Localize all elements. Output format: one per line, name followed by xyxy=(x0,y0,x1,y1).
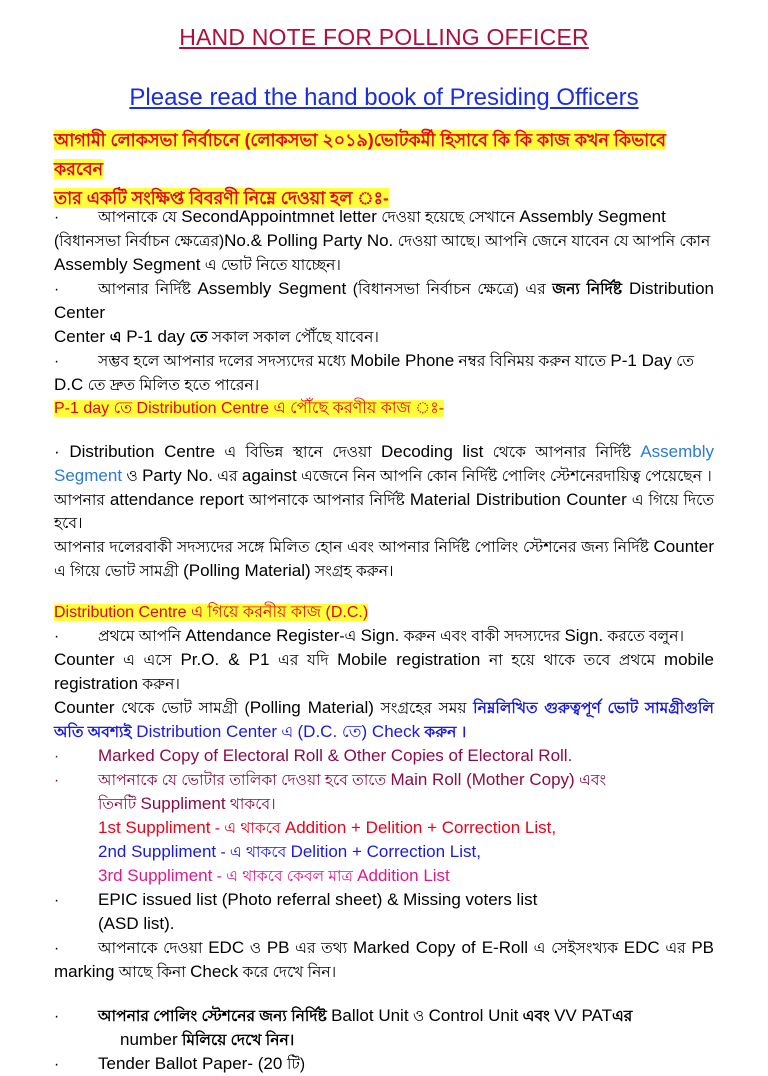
list-item-marked-copy xyxy=(54,744,714,768)
text: সংগ্রহ করুন। xyxy=(310,563,394,580)
text: এ সেইসংখ্যক xyxy=(528,940,624,957)
text: এজেনে নিন আপনি কোন নির্দিষ্ট পোলিং স্টেশনেরদায়িত্ব পেয়েছেন । xyxy=(296,468,712,485)
text: mobile registration xyxy=(54,650,715,693)
section-heading: Distribution Centre এ গিয়ে করনীয় কাজ (D.C.) xyxy=(54,604,369,621)
section-heading: P-1 day তে Distribution Centre এ পৌঁছে করণীয় কাজ ঃ- xyxy=(54,400,445,417)
section1-paragraph-3 xyxy=(54,349,714,397)
text: করুন। xyxy=(138,676,180,693)
text: Attendance Register xyxy=(185,626,340,645)
text: তিনটি xyxy=(98,796,141,813)
text: এর xyxy=(612,1008,633,1025)
text: জন্য নির্দিষ্ট xyxy=(552,281,622,298)
section2-paragraph-1 xyxy=(54,440,714,488)
text: Main Roll (Mother Copy) xyxy=(390,770,575,789)
text: Assembly Segment xyxy=(519,207,666,226)
text: Delition + Correction List, xyxy=(290,842,481,861)
suppliment-2 xyxy=(54,840,714,864)
text: সংগ্রহের সময় xyxy=(373,700,474,717)
heading-p1-day xyxy=(54,397,714,420)
text: এ ভোট নিতে যাচ্ছেন। xyxy=(200,257,341,274)
spacer xyxy=(54,583,714,601)
text: · Distribution Centre xyxy=(54,442,216,461)
text: Mobile registration xyxy=(337,650,481,669)
list-item-tender-ballot xyxy=(54,1052,714,1076)
text: Sign. xyxy=(564,626,604,645)
bullet: · xyxy=(54,772,60,789)
text: VV PAT xyxy=(554,1006,613,1025)
text: সকাল সকাল পৌঁছে যাবেন। xyxy=(207,329,379,346)
text: আপনার xyxy=(54,492,110,509)
text: থেকে ভোট সামগ্রী ( xyxy=(114,700,250,717)
text: 2nd Suppliment xyxy=(98,842,217,861)
text: (ASD list). xyxy=(98,914,175,933)
text: Assembly Segment xyxy=(54,442,714,485)
text: নিম্নলিখিত গুরুত্বপূর্ণ ভোট সামগ্রীগুলি অতি অবশ্যই xyxy=(54,700,714,741)
text: এ এসে xyxy=(114,652,181,669)
intro-line-1: আগামী লোকসভা নির্বাচনে (লোকসভা ২০১৯)ভোটকর্মী হিসাবে কি কি কাজ কখন কিভাবে করবেন xyxy=(54,130,666,179)
list-item-epic xyxy=(54,888,714,936)
page-title: HAND NOTE FOR POLLING OFFICER xyxy=(179,24,589,50)
text: 1st Suppliment xyxy=(98,818,211,837)
section1-paragraph-1 xyxy=(54,205,714,277)
text: - এ থাকবে xyxy=(216,844,291,861)
text: Sign. xyxy=(360,626,400,645)
text: এর তথ্য xyxy=(289,940,353,957)
text: Counter xyxy=(653,537,714,556)
text: -এ xyxy=(339,628,361,645)
text: এ বিভিন্ন স্থানে দেওয়া xyxy=(215,444,381,461)
text: করুন এবং বাকী সদস্যদের xyxy=(399,628,565,645)
text: দেওয়া হয়েছে সেখানে xyxy=(376,209,520,226)
intro-line-2: তার একটি সংক্ষিপ্ত বিবরণী নিম্নে দেওয়া হল ঃ- xyxy=(54,188,389,208)
text: Material Distribution Counter xyxy=(409,490,627,509)
bullet: · xyxy=(54,281,60,298)
text: Addition List xyxy=(357,866,450,885)
text: (D.C. তে) xyxy=(297,722,368,741)
text: No.& Polling Party No. xyxy=(224,231,394,250)
spacer xyxy=(54,984,714,1004)
text: SecondAppointmnet letter xyxy=(181,207,377,226)
bullet: · xyxy=(54,892,60,909)
heading-dc xyxy=(54,601,714,624)
text: সম্ভব হলে আপনার দলের সদস্যদের মধ্যে xyxy=(98,353,351,370)
text: তে দ্রুত মিলিত হতে পারেন। xyxy=(83,377,260,394)
text: না হয়ে থাকে তবে প্রথমে xyxy=(480,652,664,669)
text: এবং xyxy=(574,772,607,789)
text: Distribution Center xyxy=(54,279,714,322)
section3-paragraph-1 xyxy=(54,624,714,648)
text: Check xyxy=(367,722,421,741)
intro-paragraph xyxy=(54,126,719,213)
text: - এ থাকবে কেবল মাত্র xyxy=(212,868,358,885)
text: করে দেখে নিন। xyxy=(238,964,337,981)
text: (বিধানসভা নির্বাচন ক্ষেত্রে) এর xyxy=(346,281,553,298)
text: P-1 Day xyxy=(610,351,672,370)
bullet: · xyxy=(54,209,60,226)
text: PB xyxy=(266,938,290,957)
text: Polling Material) xyxy=(249,698,374,717)
bullet: · xyxy=(54,1056,60,1073)
text: Pr.O. & P1 xyxy=(180,650,270,669)
bullet: · xyxy=(54,1008,60,1025)
bullet: · xyxy=(54,748,60,765)
text: EDC xyxy=(623,938,660,957)
text: আপনার নির্দিষ্ট xyxy=(98,281,198,298)
text: Decoding list xyxy=(381,442,484,461)
text: Assembly Segment xyxy=(197,279,347,298)
text: করতে বলুন। xyxy=(603,628,684,645)
list-item-edc-pb xyxy=(54,936,714,984)
text: Mobile Phone xyxy=(350,351,455,370)
text: Counter xyxy=(54,650,115,669)
text: Distribution Center xyxy=(131,722,278,741)
text: number xyxy=(120,1030,178,1049)
text: (Polling Material) xyxy=(183,561,311,580)
text: থাকবে। xyxy=(225,796,276,813)
bullet: · xyxy=(54,940,60,957)
text: ও xyxy=(408,1008,429,1025)
section2-paragraph-3 xyxy=(54,535,714,583)
spacer xyxy=(54,420,714,440)
text: থেকে আপনার নির্দিষ্ট xyxy=(483,444,641,461)
text: attendance report xyxy=(109,490,244,509)
text: Control Unit xyxy=(428,1006,519,1025)
text: করুন । xyxy=(420,724,467,741)
section2-paragraph-2 xyxy=(54,488,714,535)
text: Marked Copy of Electoral Roll & Other Copies of Electoral Roll. xyxy=(98,746,573,765)
text: D.C xyxy=(54,375,84,394)
list-item-ballot-unit xyxy=(54,1004,714,1052)
text: against xyxy=(241,466,297,485)
text: আপনাকে যে xyxy=(98,209,182,226)
section3-paragraph-2 xyxy=(54,648,714,696)
text: প্রথমে আপনি xyxy=(98,628,186,645)
text: 3rd Suppliment xyxy=(98,866,213,885)
bullet: · xyxy=(54,628,60,645)
text: Addition + Delition + Correction List, xyxy=(284,818,557,837)
page-subtitle: Please read the hand book of Presiding Officers xyxy=(129,84,639,111)
text: নম্বর বিনিময় করুন যাতে xyxy=(454,353,611,370)
list-item-three-suppliments xyxy=(54,792,714,816)
text: Marked Copy of E-Roll xyxy=(352,938,528,957)
suppliment-3 xyxy=(54,864,714,888)
text: Counter xyxy=(54,698,115,717)
text: আছে কিনা xyxy=(114,964,191,981)
text: দেওয়া আছে। আপনি জেনে যাবেন যে আপনি কোন xyxy=(393,233,711,250)
text: Tender Ballot Paper- (20 xyxy=(98,1054,287,1073)
text: আপনাকে আপনার নির্দিষ্ট xyxy=(243,492,410,509)
text: ও xyxy=(122,468,143,485)
document-body xyxy=(54,205,714,1076)
text: আপনার দলেরবাকী সদস্যদের সঙ্গে মিলিত হোন এবং আপনার নির্দিষ্ট পোলিং স্টেশনের জন্য নির্দিষ্ট xyxy=(54,539,654,556)
text: P-1 day xyxy=(121,327,190,346)
section1-paragraph-2: · আপনার নির্দিষ্ট Assembly Segment (বিধানসভা নির্বাচন ক্ষেত্রে) এর জন্য নির্দিষ্ট Distribution Center Center এ P-1 day তে সকাল সকাল পৌঁছে যাবেন। xyxy=(54,279,714,346)
text: এর যদি xyxy=(269,652,338,669)
section3-paragraph-3 xyxy=(54,696,714,744)
text: (বিধানসভা নির্বাচন ক্ষেত্রের) xyxy=(54,233,225,250)
text: Ballot Unit xyxy=(331,1006,409,1025)
text: আপনার পোলিং স্টেশনের জন্য নির্দিষ্ট xyxy=(98,1008,332,1025)
text: এবং xyxy=(518,1008,555,1025)
text: এ xyxy=(109,329,122,346)
text: Suppliment xyxy=(140,794,226,813)
text: Check xyxy=(190,962,239,981)
text: আপনাকে দেওয়া xyxy=(98,940,209,957)
suppliment-1 xyxy=(54,816,714,840)
list-item-voter-list xyxy=(54,768,714,792)
text: EPIC issued list (Photo referral sheet) & Missing voters list xyxy=(98,890,538,909)
text: তে xyxy=(671,353,695,370)
bullet: · xyxy=(54,353,60,370)
text: - এ থাকবে xyxy=(210,820,285,837)
text: টি) xyxy=(287,1056,306,1073)
text: PB marking xyxy=(54,938,714,981)
text: এ xyxy=(277,724,298,741)
text: এ গিয়ে দিতে হবে। xyxy=(54,492,714,532)
text: তে xyxy=(189,329,208,346)
text: Assembly Segment xyxy=(54,255,201,274)
text: এ গিয়ে ভোট সামগ্রী xyxy=(54,563,184,580)
text: মিলিয়ে দেখে নিন। xyxy=(177,1032,295,1049)
text: আপনাকে যে ভোটার তালিকা দেওয়া হবে তাতে xyxy=(98,772,391,789)
text: Party No. xyxy=(142,466,213,485)
text: এর xyxy=(659,940,692,957)
text: ও xyxy=(244,940,267,957)
text: এর xyxy=(212,468,242,485)
text: EDC xyxy=(208,938,245,957)
